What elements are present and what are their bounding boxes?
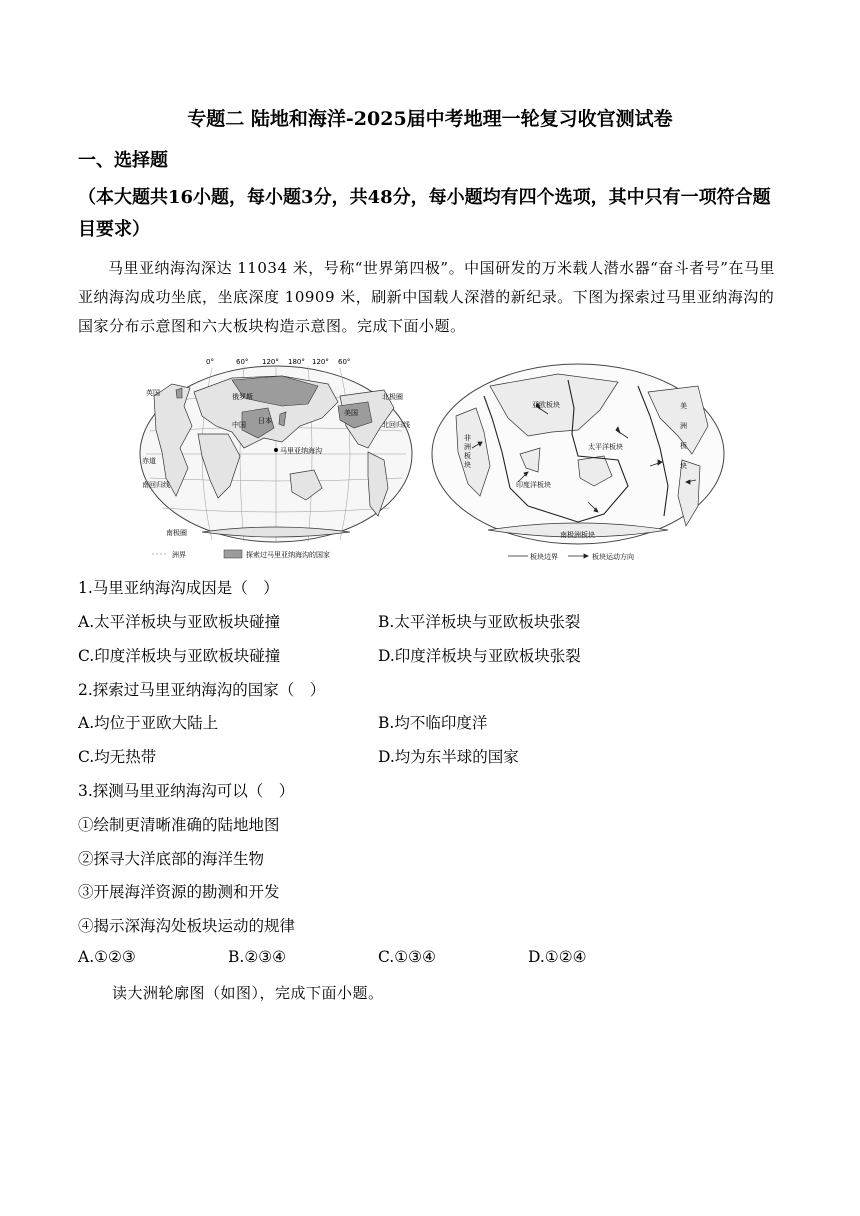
label-russia: 俄罗斯 <box>232 393 253 401</box>
legend-country: 探索过马里亚纳海沟的国家 <box>246 551 330 559</box>
label-pacific-plate: 太平洋板块 <box>588 443 623 451</box>
plates-map-figure <box>428 356 728 566</box>
page-title: 专题二 陆地和海洋-2025届中考地理一轮复习收官测试卷 <box>187 108 673 130</box>
longitude-label: 60° <box>236 358 249 366</box>
label-equator: 赤道 <box>142 457 156 465</box>
read-prompt: 读大洲轮廓图（如图），完成下面小题。 <box>112 984 384 1002</box>
label-ncancer: 北回归线 <box>382 421 410 429</box>
statement-item: ③开展海洋资源的勘测和开发 <box>78 883 280 901</box>
label-america-plate: 美洲板块 <box>680 402 687 470</box>
label-trench: 马里亚纳海沟 <box>280 447 322 455</box>
instructions: （本大题共16小题，每小题3分，共48分，每小题均有四个选项，其中只有一项符合题目要求） <box>78 187 771 240</box>
option-b[interactable]: B.均不临印度洋 <box>378 714 488 732</box>
option-a[interactable]: A.太平洋板块与亚欧板块碰撞 <box>78 613 281 631</box>
option-c[interactable]: C.均无热带 <box>78 748 157 766</box>
longitude-label: 120° <box>312 358 329 366</box>
option-a[interactable]: A.均位于亚欧大陆上 <box>78 714 219 732</box>
label-indian-plate: 印度洋板块 <box>516 481 551 489</box>
option-c[interactable]: C.印度洋板块与亚欧板块碰撞 <box>78 647 281 665</box>
question-stem: 3.探测马里亚纳海沟可以（ ） <box>78 782 295 800</box>
legend-motion: 板块运动方向 <box>592 553 634 561</box>
passage: 马里亚纳海沟深达 11034 米，号称“世界第四极”。中国研发的万米载人潜水器“奋斗者号”在马里亚纳海沟成功坐底，坐底深度 10909 米，刷新中国载人深潜的新纪录。下图为探索过马里亚纳海沟的国家分布示意图和六大板块构造示意图。完成下面小题。 <box>78 259 775 335</box>
legend-boundary: 板块边界 <box>530 553 558 561</box>
option-b[interactable]: B.②③④ <box>228 948 287 966</box>
label-africa-plate: 非洲板块 <box>464 434 471 469</box>
option-c[interactable]: C.①③④ <box>378 948 436 966</box>
option-d[interactable]: D.①②④ <box>528 948 587 966</box>
option-a[interactable]: A.①②③ <box>78 948 136 966</box>
label-china: 中国 <box>232 421 246 429</box>
option-d[interactable]: D.印度洋板块与亚欧板块张裂 <box>378 647 581 665</box>
longitude-label: 60° <box>338 358 351 366</box>
statement-item: ②探寻大洋底部的海洋生物 <box>78 850 265 868</box>
label-eurasia-plate: 亚欧板块 <box>532 401 560 409</box>
label-scapricorn: 南回归线 <box>142 481 170 489</box>
world-map-figure <box>132 356 420 566</box>
label-usa: 美国 <box>344 409 358 417</box>
label-arctic: 北极圈 <box>382 393 403 401</box>
longitude-label: 0° <box>206 358 214 366</box>
statement-item: ①绘制更清晰准确的陆地地图 <box>78 816 280 834</box>
option-d[interactable]: D.均为东半球的国家 <box>378 748 519 766</box>
label-uk: 英国 <box>146 389 160 397</box>
question-stem: 2.探索过马里亚纳海沟的国家（ ） <box>78 681 326 699</box>
longitude-label: 180° <box>288 358 305 366</box>
section-heading: 一、选择题 <box>78 150 168 171</box>
option-b[interactable]: B.太平洋板块与亚欧板块张裂 <box>378 613 581 631</box>
label-antarctic-plate: 南极洲板块 <box>560 531 595 539</box>
longitude-label: 120° <box>262 358 279 366</box>
statement-item: ④揭示深海沟处板块运动的规律 <box>78 917 296 935</box>
label-antarctic: 南极圈 <box>166 529 187 537</box>
legend-border: 洲界 <box>172 551 186 559</box>
question-stem: 1.马里亚纳海沟成因是（ ） <box>78 579 279 597</box>
label-japan: 日本 <box>258 417 272 425</box>
